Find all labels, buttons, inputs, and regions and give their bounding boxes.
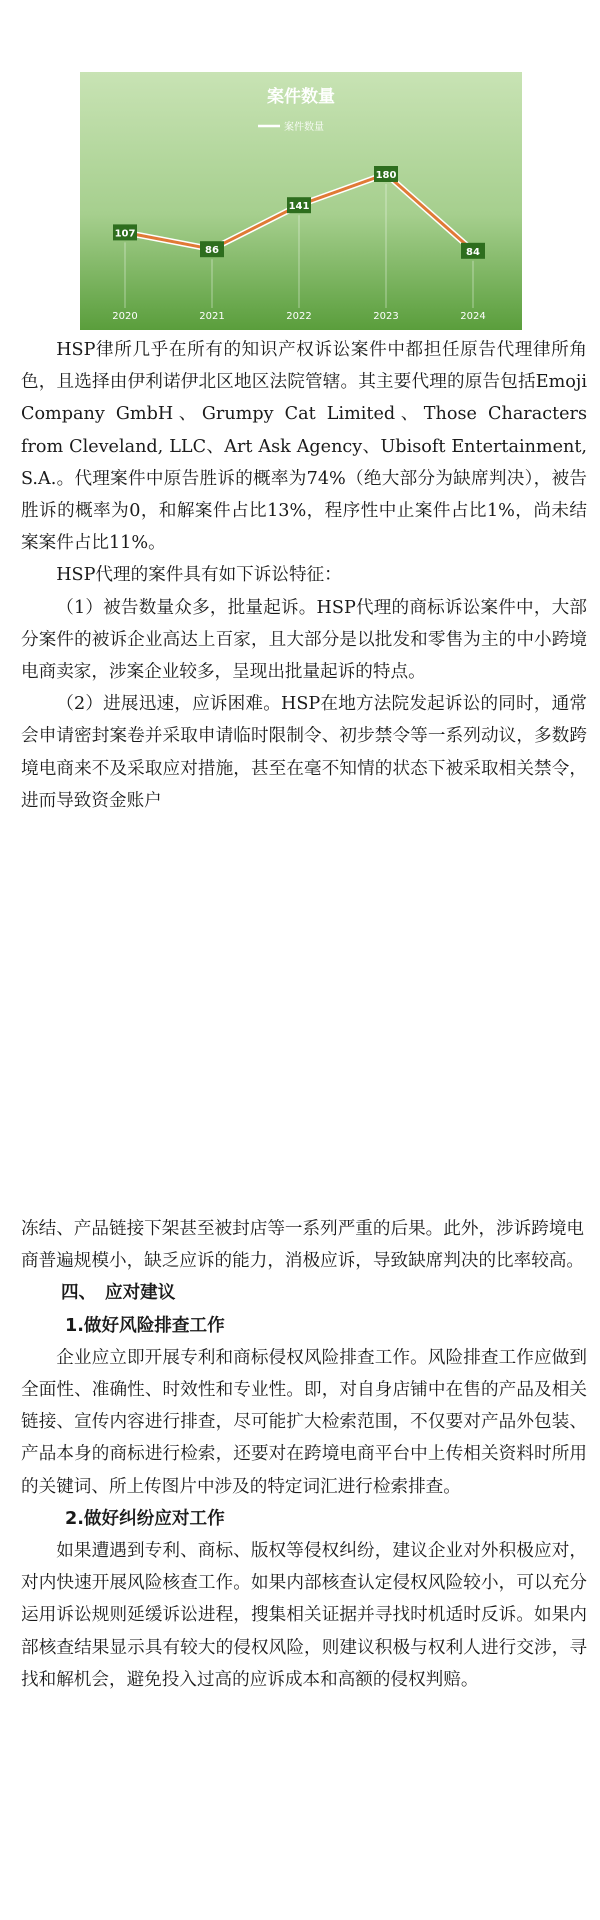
data-label-2021: 86 [205, 245, 219, 257]
subheading-risk-screening: 1.做好风险排查工作 [65, 1315, 225, 1336]
x-tick-label-2020: 2020 [112, 311, 138, 322]
data-label-2024: 84 [466, 246, 480, 258]
data-label-2023: 180 [375, 170, 397, 181]
data-label-2020: 107 [114, 228, 136, 240]
text-block-lower [21, 1213, 587, 1696]
paragraph-hsp-overview: HSP律所几乎在所有的知识产权诉讼案件中都担任原告代理律所角色，且选择由伊利诺伊北区地区法院管辖。其主要代理的原告包括Emoji Company GmbH、Grumpy Cat Limited、Those Characters from Cleveland, LLC、Art Ask Agency、Ubisoft Entertainment, S.A.。代理案件中原告胜诉的概率为74%（绝大部分为缺席判决），被告胜诉的概率为0，和解案件占比13%，程序性中止案件占比1%，尚未结案案件占比11%。 [21, 340, 587, 554]
subheading-dispute-response: 2.做好纠纷应对工作 [65, 1508, 225, 1529]
x-tick-label-2023: 2023 [373, 311, 399, 322]
text-block-upper [21, 334, 587, 817]
x-tick-label-2024: 2024 [460, 311, 486, 322]
paragraph-risk-screening: 企业应立即开展专利和商标侵权风险排查工作。风险排查工作应做到全面性、准确性、时效性和专业性。即，对自身店铺中在售的产品及相关链接、宣传内容进行排查，尽可能扩大检索范围，不仅要对产品外包装、产品本身的商标进行检索，还要对在跨境电商平台中上传相关资料时所用的关键词、所上传图片中涉及的特定词汇进行检索排查。 [21, 1347, 587, 1497]
case-count-chart [80, 72, 522, 330]
legend-label: 案件数量 [284, 122, 324, 133]
paragraph-dispute-response: 如果遭遇到专利、商标、版权等侵权纠纷，建议企业对外积极应对，对内快速开展风险核查工作。如果内部核查认定侵权风险较小，可以充分运用诉讼规则延缓诉讼进程，搜集相关证据并寻找时机适时反诉。如果内部核查结果显示具有较大的侵权风险，则建议积极与权利人进行交涉，寻找和解机会，避免投入过高的应诉成本和高额的侵权判赔。 [21, 1541, 587, 1690]
paragraph-litigation-features-intro: HSP代理的案件具有如下诉讼特征： [56, 565, 342, 586]
chart-title: 案件数量 [267, 87, 335, 107]
paragraph-feature-2: （2）进展迅速，应诉困难。HSP在地方法院发起诉讼的同时，通常会申请密封案卷并采取申请临时限制令、初步禁令等一系列动议，多数跨境电商来不及采取应对措施，甚至在毫不知情的状态下被采取相关禁令，进而导致资金账户 [21, 694, 587, 811]
paragraph-feature-2-continued: 冻结、产品链接下架甚至被封店等一系列严重的后果。此外，涉诉跨境电商普遍规模小，缺乏应诉的能力，消极应诉，导致缺席判决的比率较高。 [21, 1219, 585, 1272]
x-tick-label-2021: 2021 [199, 311, 225, 322]
x-tick-label-2022: 2022 [286, 311, 312, 322]
data-label-2022: 141 [288, 201, 310, 213]
line-chart [80, 72, 522, 330]
section-heading-countermeasures: 四、 应对建议 [61, 1283, 176, 1304]
paragraph-feature-1: （1）被告数量众多，批量起诉。HSP代理的商标诉讼案件中，大部分案件的被诉企业高达上百家，且大部分是以批发和零售为主的中小跨境电商卖家，涉案企业较多，呈现出批量起诉的特点。 [21, 597, 587, 683]
